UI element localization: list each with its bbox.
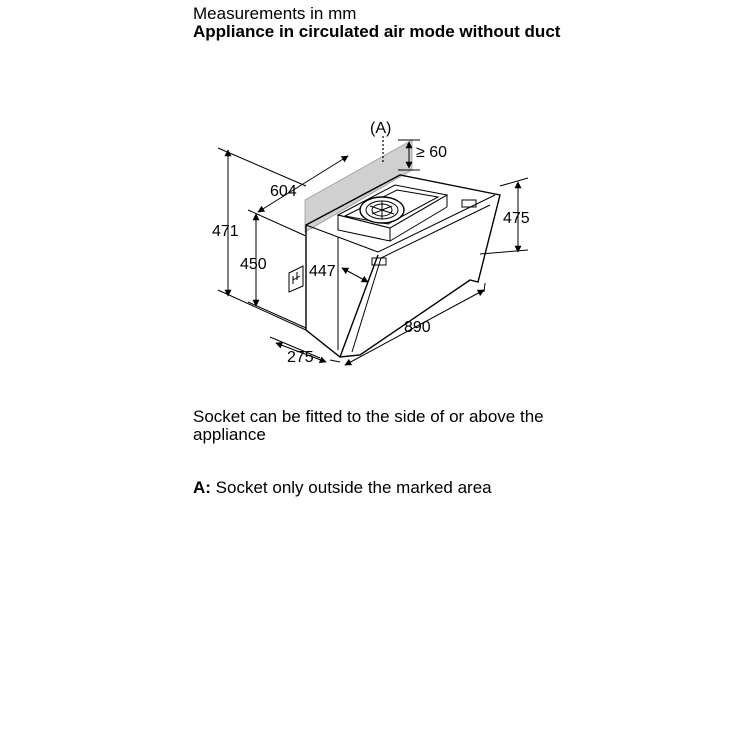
- measurement-units-caption: Measurements in mm: [193, 4, 357, 23]
- socket-icon: [289, 266, 303, 292]
- dim-bottom-depth-label: 275: [287, 349, 314, 366]
- socket-placement-note: Socket can be fitted to the side of or above the appliance: [193, 407, 544, 444]
- label-a: (A): [370, 120, 392, 137]
- dim-height-front-label: 475: [503, 210, 530, 227]
- dim-width-label: 890: [404, 319, 431, 336]
- dim-height-total-label: 471: [212, 223, 239, 240]
- dim-inner-label: 447: [309, 263, 336, 280]
- legend-a: [193, 479, 492, 497]
- diagram-title: Appliance in circulated air mode without duct: [193, 22, 561, 41]
- fan-icon: [360, 197, 404, 223]
- legend-a-text: Socket only outside the marked area: [210, 478, 492, 497]
- dim-depth-label: 604: [270, 183, 297, 200]
- dim-clearance-label: ≥ 60: [416, 144, 448, 161]
- mounting-bracket-icon: [462, 200, 476, 207]
- legend-a-key: A:: [193, 478, 211, 497]
- dim-height-back-label: 450: [240, 256, 267, 273]
